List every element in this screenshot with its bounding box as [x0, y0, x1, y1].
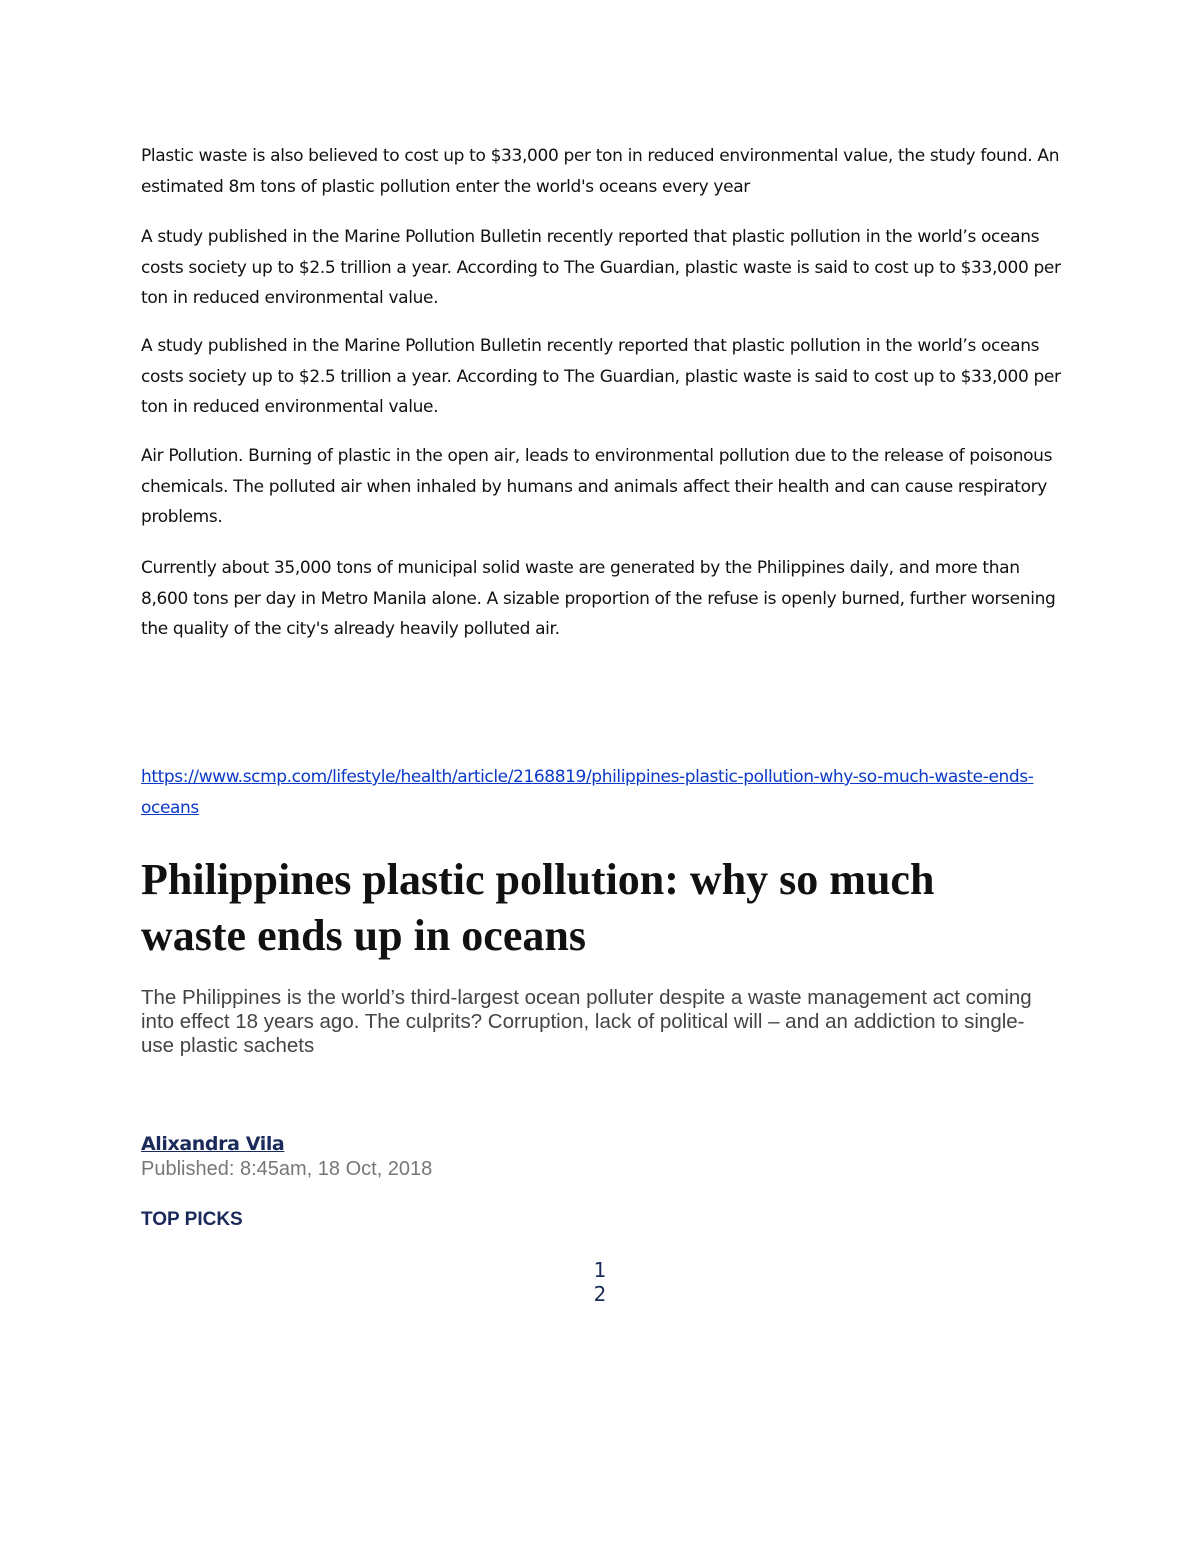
paragraph-air-pollution: Air Pollution. Burning of plastic in the open air, leads to environmental pollution due to the release of poisonous chemicals. The polluted air when inhaled by humans and animals affect their health and can cause respiratory problems.: [141, 446, 1053, 527]
published-date: Published: 8:45am, 18 Oct, 2018: [141, 1158, 433, 1180]
article-dek: The Philippines is the world’s third-largest ocean polluter despite a waste management act coming into effect 18 years ago. The culprits? Corruption, lack of political will – and an addiction to single-use plastic sachets: [141, 986, 1032, 1057]
top-picks-heading: TOP PICKS: [141, 1209, 243, 1230]
source-url-link[interactable]: https://www.scmp.com/lifestyle/health/article/2168819/philippines-plastic-pollution-why-so-much-waste-ends-oceans: [141, 767, 1034, 818]
paragraph-municipal-waste: Currently about 35,000 tons of municipal solid waste are generated by the Philippines daily, and more than 8,600 tons per day in Metro Manila alone. A sizable proportion of the refuse is openly burned, further worsening the quality of the city's already heavily polluted air.: [141, 558, 1056, 639]
paragraph-plastic-waste-cost: Plastic waste is also believed to cost up to $33,000 per ton in reduced environmental value, the study found. An estimated 8m tons of plastic pollution enter the world's oceans every year: [141, 146, 1060, 197]
pagination: [590, 1258, 610, 1306]
paragraph-study-marine-pollution: A study published in the Marine Pollution Bulletin recently reported that plastic pollution in the world’s oceans costs society up to $2.5 trillion a year. According to The Guardian, plastic waste is said to cost up to $33,000 per ton in reduced environmental value.: [141, 227, 1061, 308]
paragraph-study-marine-pollution-repeat: A study published in the Marine Pollution Bulletin recently reported that plastic pollution in the world’s oceans costs society up to $2.5 trillion a year. According to The Guardian, plastic waste is said to cost up to $33,000 per ton in reduced environmental value.: [141, 336, 1061, 417]
page-number-2[interactable]: 2: [593, 1282, 607, 1306]
author-link[interactable]: Alixandra Vila: [141, 1133, 285, 1155]
article-headline: Philippines plastic pollution: why so much waste ends up in oceans: [141, 855, 935, 960]
page-number-1[interactable]: 1: [593, 1258, 607, 1282]
